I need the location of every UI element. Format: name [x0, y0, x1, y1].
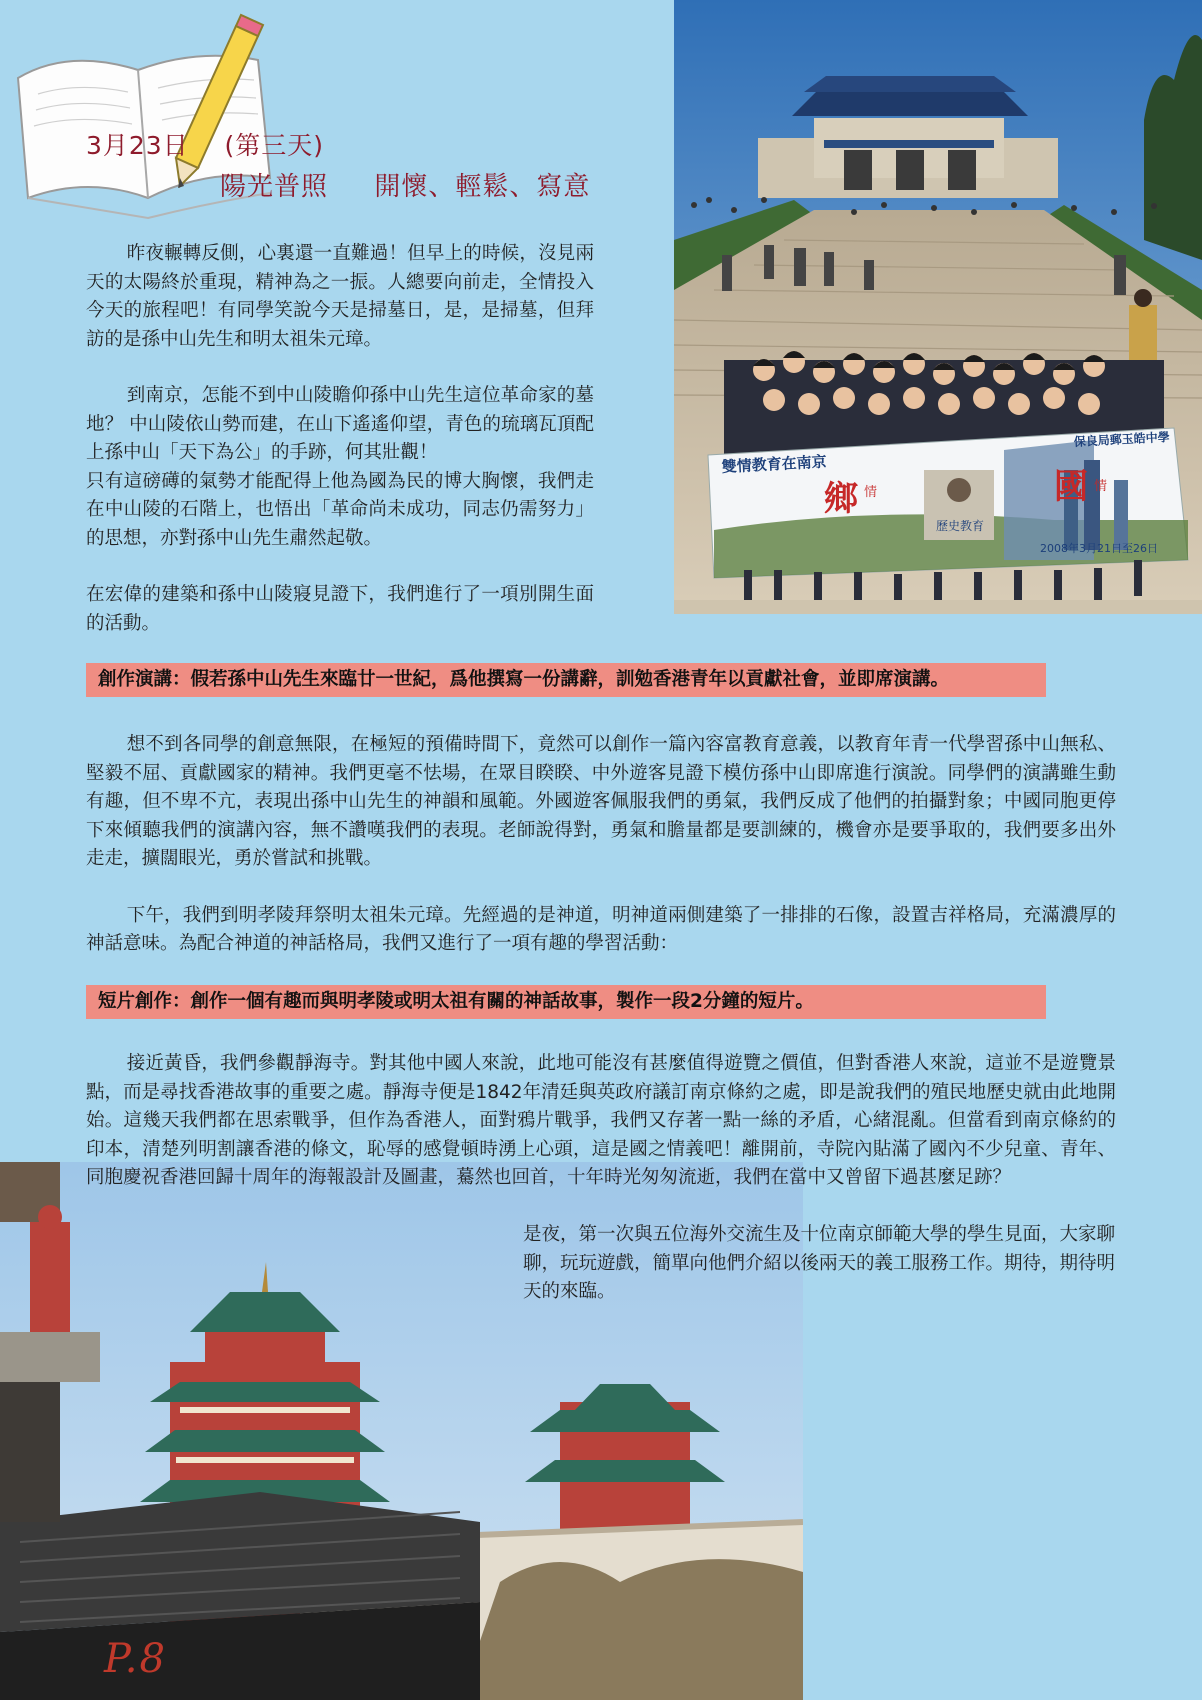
banner-school-name: 保良局郵玉皓中學: [1073, 429, 1171, 449]
subtitle-left: 陽光普照: [220, 172, 329, 202]
banner-title-left: 雙情教育在南京: [721, 452, 828, 476]
banner-label: 創作演講：: [98, 669, 191, 690]
notebook-pencil-illustration: [8, 8, 278, 238]
body-paragraph-1: 想不到各同學的創意無限，在極短的預備時間下，竟然可以創作一篇內容富教育意義，以教育年青一代學習孫中山無私、堅毅不屈、貢獻國家的精神。我們更毫不怯場，在眾目睽睽、中外遊客見證下模仿孫中山即席進行演說。同學們的演講雖生動有趣，但不卑不亢，表現出孫中山先生的神韻和風範。外國遊客佩服我們的勇氣，我們反成了他們的拍攝對象；中國同胞更停下來傾聽我們的演講內容，無不讚嘆我們的表現。老師說得對，勇氣和膽量都是要訓練的，機會亦是要爭取的，我們要多出外走走，擴闊眼光，勇於嘗試和挑戰。: [86, 734, 1116, 869]
banner-char-2: 國: [1054, 467, 1088, 507]
page-number: P.8: [104, 1636, 167, 1682]
banner-char-2-small: 情: [1094, 479, 1108, 494]
subtitle-heading: [220, 166, 590, 203]
banner-char-1-small: 情: [864, 485, 878, 500]
body-text-1: [86, 731, 1116, 959]
body-paragraph-3: 接近黃昏，我們參觀靜海寺。對其他中國人來說，此地可能沒有甚麼值得遊覽之價值，但對香港人來說，這並不是遊覽景點，而是尋找香港故事的重要之處。靜海寺便是1842年清廷與英政府議訂南京條約之處，即是說我們的殖民地歷史就由此地開始。這幾天我們都在思索戰爭，但作為香港人，面對鴉片戰爭，我們又存著一點一絲的矛盾，心緒混亂。但當看到南京條約的印本，清楚列明割讓香港的條文，恥辱的感覺頓時湧上心頭，這是國之情義吧！離開前，寺院內貼滿了國內不少兒童、青年、同胞慶祝香港回歸十周年的海報設計及圖畫，驀然也回首，十年時光匆匆流逝，我們在當中又曾留下過甚麼足跡？: [86, 1053, 1116, 1188]
photo-sun-yat-sen-mausoleum: [674, 0, 1202, 614]
banner-text: 創作一個有趣而與明孝陵或明太祖有關的神話故事，製作一段2分鐘的短片。: [190, 991, 814, 1012]
body-paragraph-2: 下午，我們到明孝陵拜祭明太祖朱元璋。先經過的是神道，明神道兩側建築了一排排的石像，設置吉祥格局，充滿濃厚的神話意味。為配合神道的神話格局，我們又進行了一項有趣的學習活動：: [86, 904, 1116, 954]
paragraph-spacer: [86, 553, 594, 581]
date: 3月23日: [86, 131, 189, 160]
banner-label: 短片創作：: [98, 991, 191, 1012]
banner-char-1: 鄉: [824, 479, 858, 519]
day-label: (第三天): [224, 131, 325, 160]
intro-text: [86, 240, 594, 638]
body-text-2: [86, 1050, 1116, 1193]
body-text-3: [523, 1221, 1115, 1307]
group-banner: [708, 428, 1188, 578]
activity-banner-speech: [86, 663, 1046, 697]
banner-sub: 歷史教育: [936, 519, 985, 533]
body-paragraph-4: 是夜，第一次與五位海外交流生及十位南京師範大學的學生見面，大家聊聊，玩玩遊戲，簡單向他們介紹以後兩天的義工服務工作。期待，期待明天的來臨。: [523, 1224, 1116, 1302]
paragraph-spacer: [86, 874, 1116, 902]
subtitle-right: 開懷、輕鬆、寫意: [374, 172, 591, 202]
banner-date: 2008年3月21日至26日: [1040, 542, 1158, 555]
intro-paragraph-3: 只有這磅礡的氣勢才能配得上他為國為民的博大胸懷，我們走在中山陵的石階上，也悟出「革命尚未成功，同志仍需努力」的思想，亦對孫中山先生肅然起敬。: [86, 470, 594, 549]
intro-paragraph-2: 到南京，怎能不到中山陵瞻仰孫中山先生這位革命家的墓地？ 中山陵依山勢而建，在山下遙遙仰望，青色的琉璃瓦頂配上孫中山「天下為公」的手跡，何其壯觀！: [86, 385, 594, 463]
activity-banner-film: [86, 985, 1046, 1019]
banner-text: 假若孫中山先生來臨廿一世紀，爲他撰寫一份講辭，訓勉香港青年以貢獻社會，並即席演講。: [190, 669, 950, 690]
date-heading: [86, 126, 324, 162]
intro-paragraph-4: 在宏偉的建築和孫中山陵寢見證下，我們進行了一項別開生面的活動。: [86, 584, 594, 634]
intro-paragraph-1: 昨夜輾轉反側，心裏還一直難過！但早上的時候，沒見兩天的太陽終於重現，精神為之一振。人總要向前走，全情投入今天的旅程吧！有同學笑說今天是掃墓日，是，是掃墓，但拜訪的是孫中山先生和明太祖朱元璋。: [86, 243, 594, 350]
paragraph-spacer: [86, 354, 594, 382]
